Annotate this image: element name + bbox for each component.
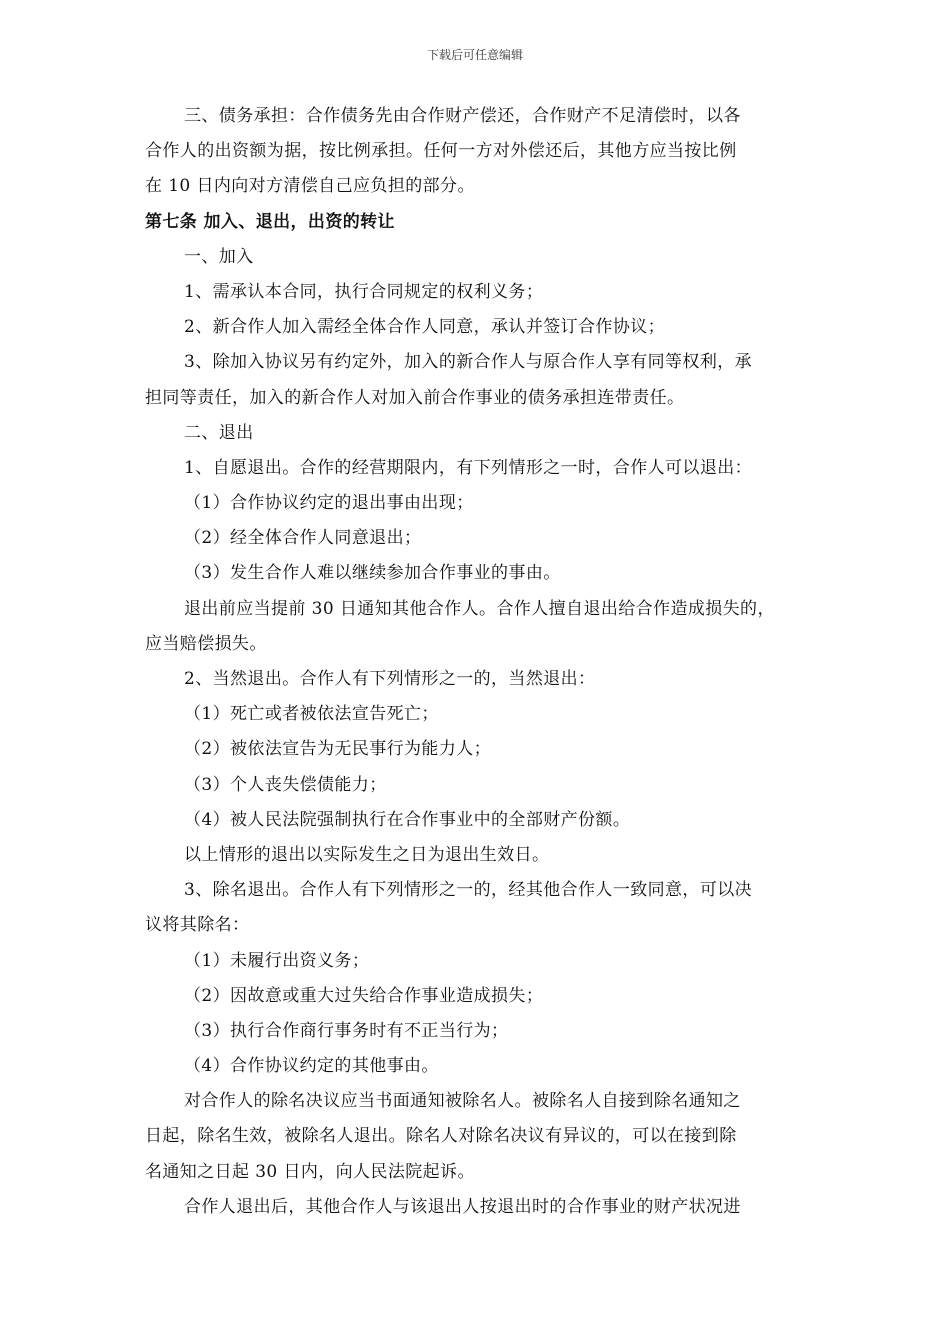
paragraph-line: 议将其除名： <box>145 915 250 936</box>
paragraph-line: 应当赔偿损失。 <box>145 633 267 654</box>
list-item: （1）未履行出资义务； <box>184 950 370 971</box>
paragraph-line: 1、自愿退出。合作的经营期限内，有下列情形之一时，合作人可以退出： <box>184 457 753 478</box>
subsection-title: 一、加入 <box>184 246 254 267</box>
paragraph-line: 合作人退出后，其他合作人与该退出人按退出时的合作事业的财产状况进 <box>184 1196 741 1217</box>
list-item: （3）个人丧失偿债能力； <box>184 774 387 795</box>
paragraph-line: 3、除名退出。合作人有下列情形之一的，经其他合作人一致同意，可以决 <box>184 880 753 901</box>
paragraph-line: 日起，除名生效，被除名人退出。除名人对除名决议有异议的，可以在接到除 <box>145 1126 737 1147</box>
paragraph-line: 2、当然退出。合作人有下列情形之一的，当然退出： <box>184 669 596 689</box>
paragraph-line: 三、债务承担：合作债务先由合作财产偿还，合作财产不足清偿时，以各 <box>184 106 741 126</box>
paragraph-line: 退出前应当提前 30 日通知其他合作人。合作人擅自退出给合作造成损失的， <box>184 598 775 619</box>
paragraph-line: 在 10 日内向对方清偿自己应负担的部分。 <box>145 176 475 197</box>
paragraph-line: 合作人的出资额为据，按比例承担。任何一方对外偿还后，其他方应当按比例 <box>145 141 737 162</box>
page-header-watermark: 下载后可任意编辑 <box>426 48 523 62</box>
paragraph-line: 对合作人的除名决议应当书面通知被除名人。被除名人自接到除名通知之 <box>184 1091 741 1112</box>
section-heading: 第七条 加入、退出，出资的转让 <box>145 211 395 232</box>
paragraph-line: 以上情形的退出以实际发生之日为退出生效日。 <box>184 844 550 865</box>
list-item: （2）经全体合作人同意退出； <box>184 528 422 549</box>
list-item: （4）被人民法院强制执行在合作事业中的全部财产份额。 <box>184 809 631 830</box>
list-item: （2）被依法宣告为无民事行为能力人； <box>184 739 492 760</box>
paragraph-line: 2、新合作人加入需经全体合作人同意，承认并签订合作协议； <box>184 317 666 338</box>
document-body <box>145 99 815 1225</box>
subsection-title: 二、退出 <box>184 422 254 443</box>
list-item: （3）执行合作商行事务时有不正当行为； <box>184 1020 509 1041</box>
list-item: （4）合作协议约定的其他事由。 <box>184 1056 439 1077</box>
paragraph-line: 名通知之日起 30 日内，向人民法院起诉。 <box>145 1161 475 1182</box>
paragraph-line: 担同等责任，加入的新合作人对加入前合作事业的债务承担连带责任。 <box>145 387 685 408</box>
paragraph-line: 3、除加入协议另有约定外，加入的新合作人与原合作人享有同等权利，承 <box>184 352 753 373</box>
paragraph-line: 1、需承认本合同，执行合同规定的权利义务； <box>184 281 544 302</box>
list-item: （2）因故意或重大过失给合作事业造成损失； <box>184 985 544 1006</box>
list-item: （1）死亡或者被依法宣告死亡； <box>184 704 439 725</box>
list-item: （3）发生合作人难以继续参加合作事业的事由。 <box>184 563 561 584</box>
list-item: （1）合作协议约定的退出事由出现； <box>184 493 474 514</box>
